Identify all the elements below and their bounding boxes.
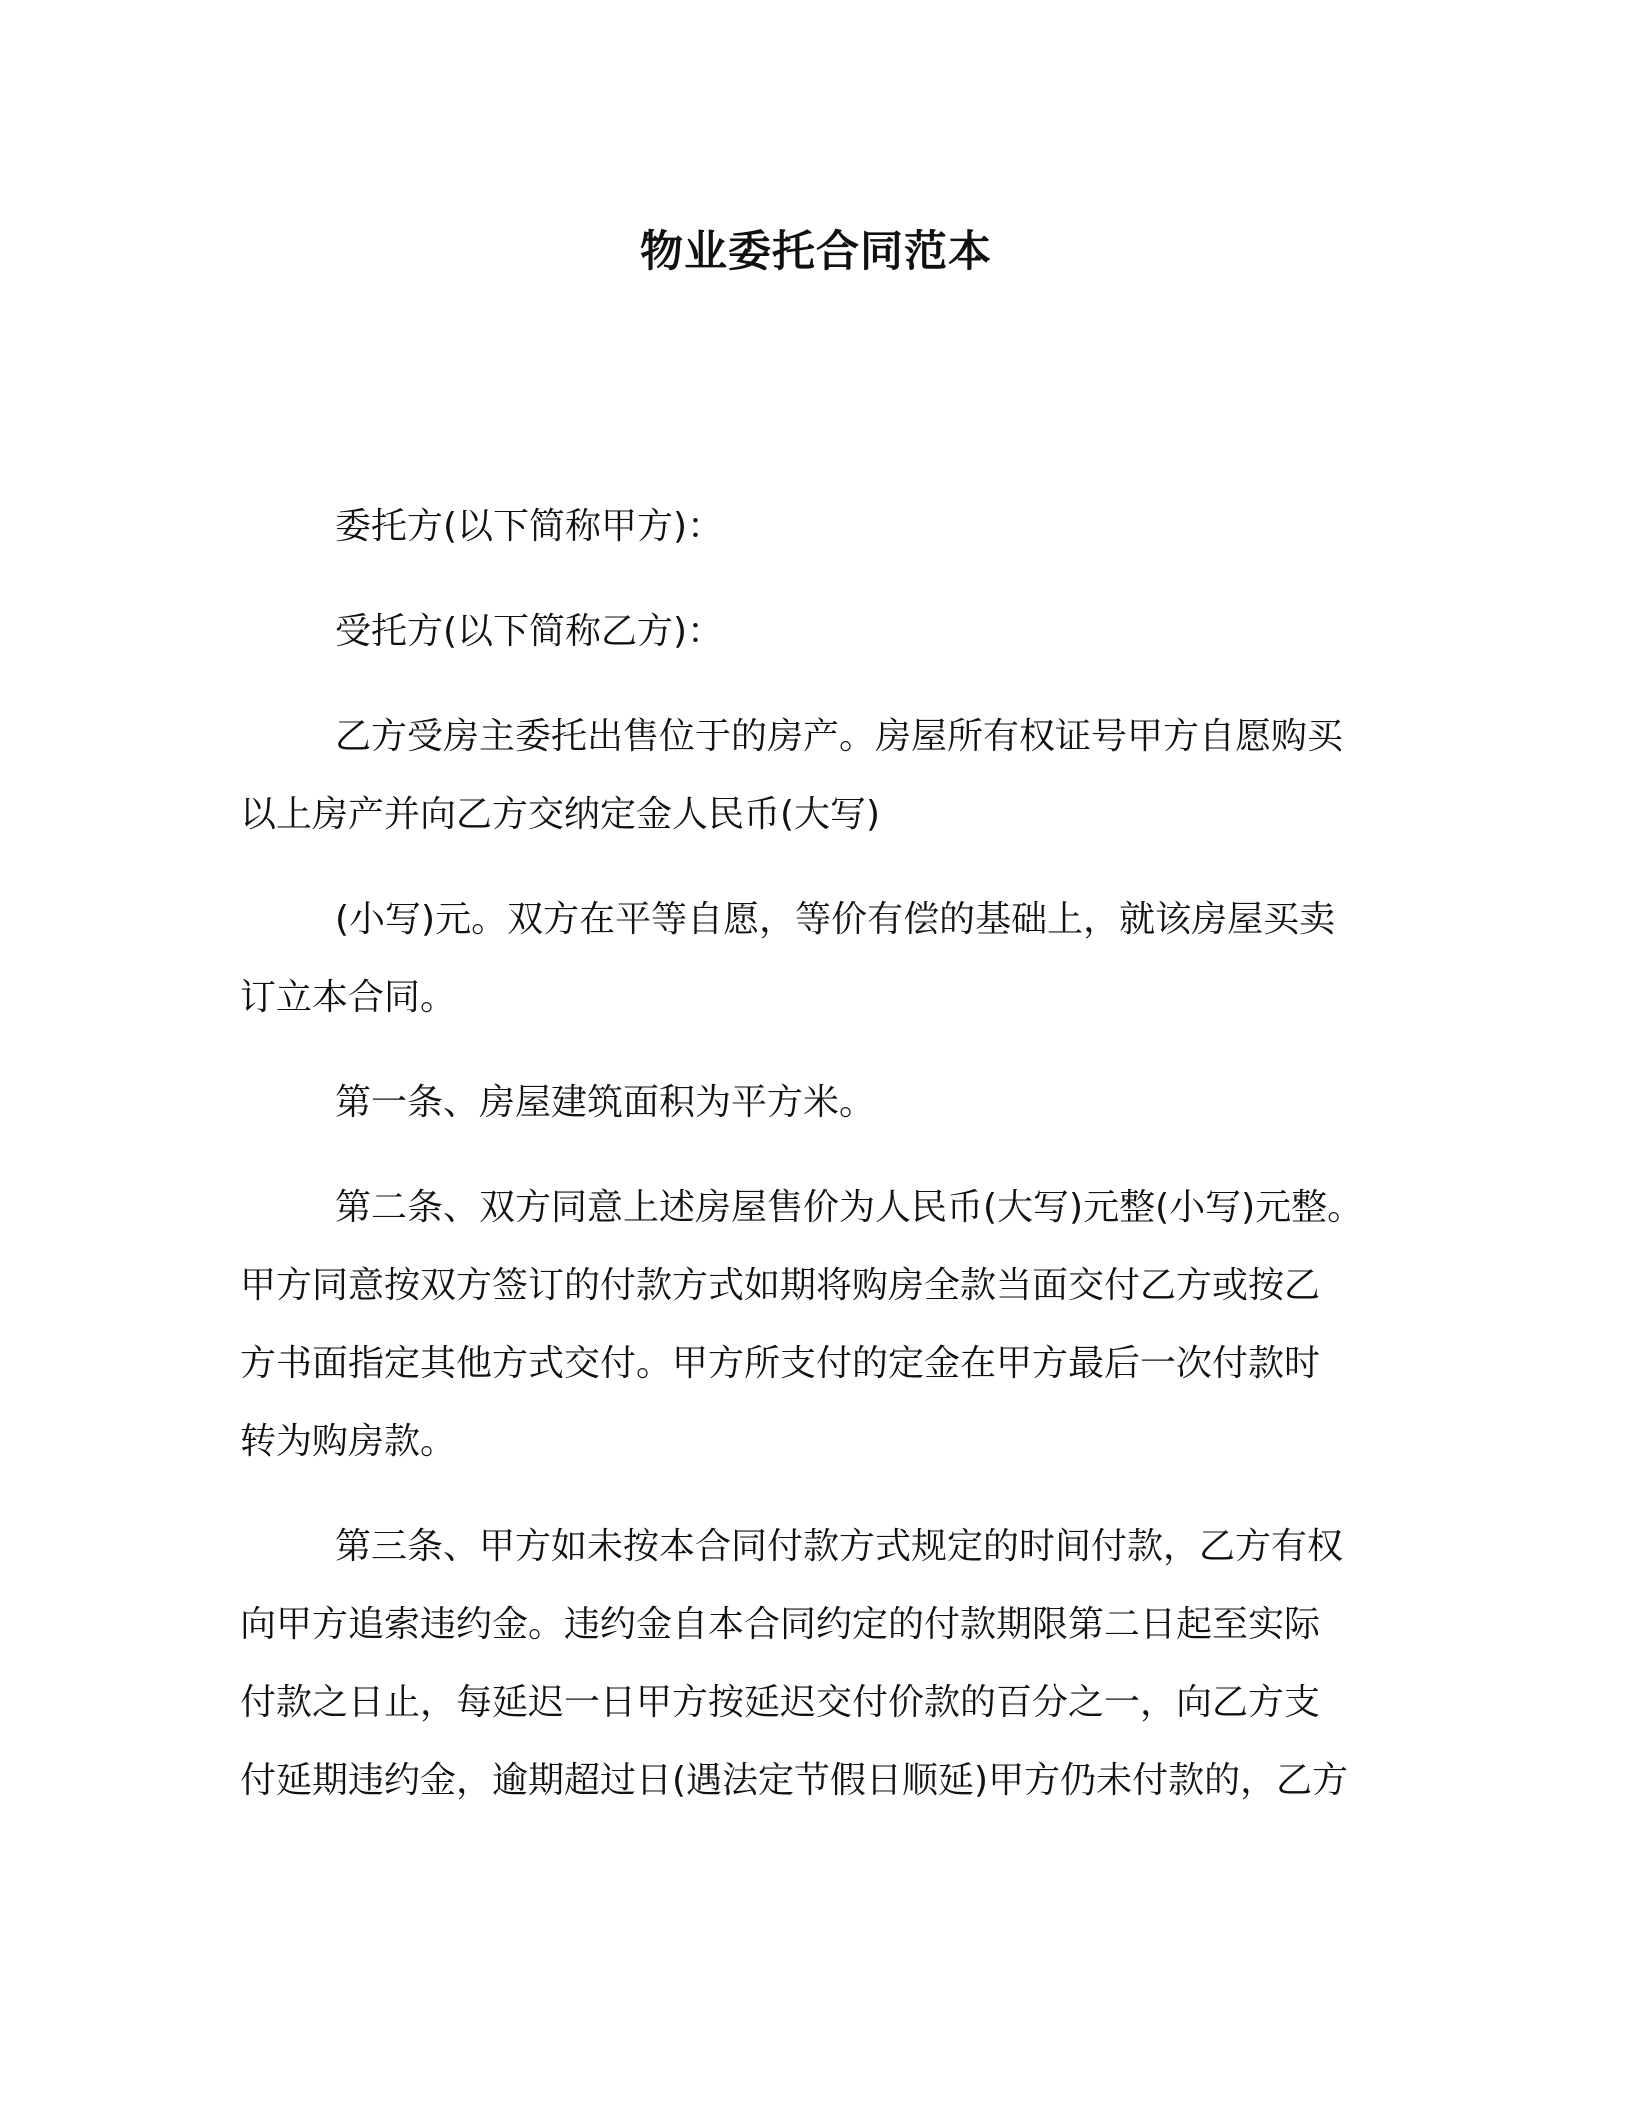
text-line: 第二条、双方同意上述房屋售价为人民币(大写)元整(小写)元整。 bbox=[335, 1187, 1364, 1228]
text-line: 受托方(以下简称乙方)： bbox=[335, 611, 724, 652]
text-line: 向甲方追索违约金。违约金自本合同约定的付款期限第二日起至实际 bbox=[240, 1604, 1321, 1645]
text-line: 付款之日止，每延迟一日甲方按延迟交付价款的百分之一，向乙方支 bbox=[240, 1682, 1321, 1723]
text-line: 以上房产并向乙方交纳定金人民币(大写) bbox=[240, 794, 881, 835]
paragraph-deposit-amount bbox=[240, 881, 1375, 1037]
text-line: 方书面指定其他方式交付。甲方所支付的定金在甲方最后一次付款时 bbox=[240, 1343, 1321, 1384]
paragraph-article-3 bbox=[240, 1508, 1375, 1820]
paragraph-entrusting-party bbox=[240, 488, 1375, 566]
text-line: 第三条、甲方如未按本合同付款方式规定的时间付款，乙方有权 bbox=[335, 1526, 1344, 1567]
document-title: 物业委托合同范本 bbox=[640, 227, 992, 277]
paragraph-entrusted-party bbox=[240, 593, 1375, 671]
paragraph-property-sale bbox=[240, 698, 1375, 854]
text-line: 第一条、房屋建筑面积为平方米。 bbox=[335, 1082, 876, 1123]
text-line: 乙方受房主委托出售位于的房产。房屋所有权证号甲方自愿购买 bbox=[335, 716, 1344, 757]
text-line: 甲方同意按双方签订的付款方式如期将购房全款当面交付乙方或按乙 bbox=[240, 1265, 1321, 1306]
text-line: 付延期违约金，逾期超过日(遇法定节假日顺延)甲方仍未付款的，乙方 bbox=[240, 1760, 1349, 1801]
text-line: (小写)元。双方在平等自愿，等价有偿的基础上，就该房屋买卖 bbox=[335, 899, 1336, 940]
text-line: 订立本合同。 bbox=[240, 977, 457, 1018]
text-line: 委托方(以下简称甲方)： bbox=[335, 506, 724, 547]
text-line: 转为购房款。 bbox=[240, 1421, 457, 1462]
paragraph-article-2 bbox=[240, 1169, 1375, 1481]
document-body bbox=[240, 488, 1375, 1847]
paragraph-article-1 bbox=[240, 1064, 1375, 1142]
